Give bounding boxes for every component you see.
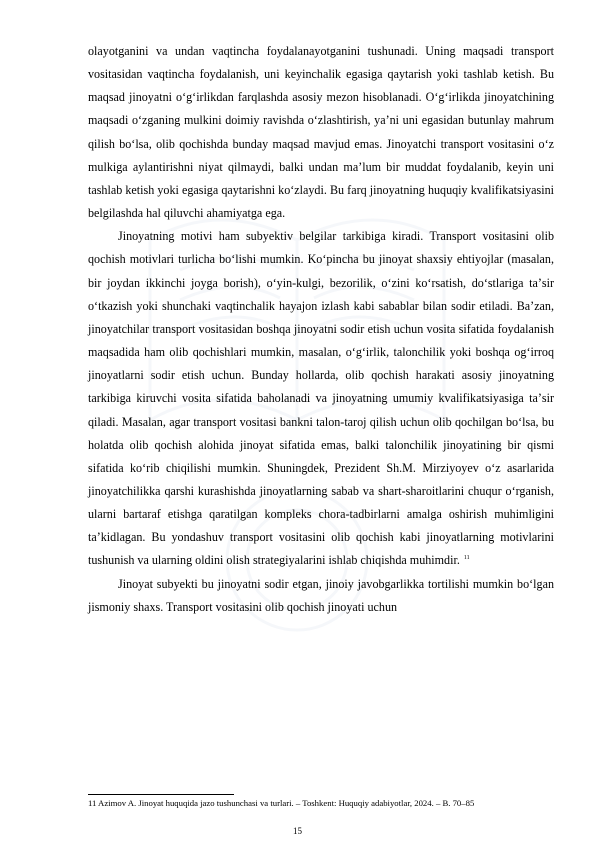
body-text	[88, 40, 554, 619]
paragraph-subject: Jinoyat subyekti bu jinoyatni sodir etgan, jinoiy javobgarlikka tortilishi mumkin boʻlgan jismoniy shaxs. Transport vositasini olib qochish jinoyati uchun	[88, 576, 554, 614]
paragraph-continuation: olayotganini va undan vaqtincha foydalanayotganini tushunadi. Uning maqsadi transport vositasidan vaqtincha foydalanish, uni keyinchalik egasiga qaytarish yoki tashlab ketish. Bu maqsad jinoyatni oʻgʻirlikdan farqlashda asosiy mezon hisoblanadi. Oʻgʻirlikda jinoyatchining maqsadi oʻzganing mulkini doimiy ravishda oʻzlashtirish, yaʼni uni egasidan butunlay mahrum qilish boʻlsa, olib qochishda bunday maqsad mavjud emas. Jinoyatchi transport vositasini oʻz mulkiga aylantirishni niyat qilmaydi, balki undan maʼlum bir muddat foydalanib, keyin uni tashlab ketish yoki egasiga qaytarishni koʻzlaydi. Bu farq jinoyatning huquqiy kvalifikatsiyasini belgilashda hal qiluvchi ahamiyatga ega.	[88, 44, 554, 221]
paragraph-motive	[88, 225, 554, 572]
page-number: 15	[293, 826, 302, 836]
footnote-separator	[88, 794, 234, 795]
footnote-reference[interactable]: 11	[463, 555, 470, 562]
paragraph-motive-text: Jinoyatning motivi ham subyektiv belgilar tarkibiga kiradi. Transport vositasini olib qochish motivlari turlicha boʻlishi mumkin. Koʻpincha bu jinoyat shaxsiy ehtiyojlar (masalan, bir joydan ikkinchi joyga borish), oʻyin-kulgi, bezorilik, oʻzini koʻrsatish, doʻstlariga taʼsir oʻtkazish yoki shunchaki vaqtinchalik hayajon izlash kabi sabablar bilan sodir etiladi. Baʼzan, jinoyatchilar transport vositasidan boshqa jinoyatni sodir etish uchun vosita sifatida foydalanish maqsadida ham olib qochishlari mumkin, masalan, oʻgʻirlik, talonchilik yoki boshqa ogʻirroq jinoyatlarni sodir etish uchun. Bunday hollarda, olib qochish harakati asosiy jinoyatning tarkibiga kiruvchi vosita sifatida baholanadi va jinoyatning umumiy kvalifikatsiyasiga taʼsir qiladi. Masalan, agar transport vositasi bankni talon-taroj qilish uchun olib qochilgan boʻlsa, bu holatda olib qochish alohida jinoyat sifatida emas, balki talonchilik jinoyatining bir qismi sifatida koʻrib chiqilishi mumkin. Shuningdek, Prezident Sh.M. Mirziyoyev oʻz asarlarida jinoyatchilikka qarshi kurashishda jinoyatlarning sabab va shart-sharoitlarini chuqur oʻrganish, ularni bartaraf etishga qaratilgan kompleks chora-tadbirlarni amalga oshirish muhimligini taʼkidlagan. Bu yondashuv transport vositasini olib qochish kabi jinoyatlarning motivlarini tushunish va ularning oldini olish strategiyalarini ishlab chiqishda muhimdir.	[88, 229, 554, 568]
footnote: 11 Azimov A. Jinoyat huquqida jazo tushunchasi va turlari. – Toshkent: Huquqiy adabiyotlar, 2024. – B. 70–85	[88, 798, 475, 808]
